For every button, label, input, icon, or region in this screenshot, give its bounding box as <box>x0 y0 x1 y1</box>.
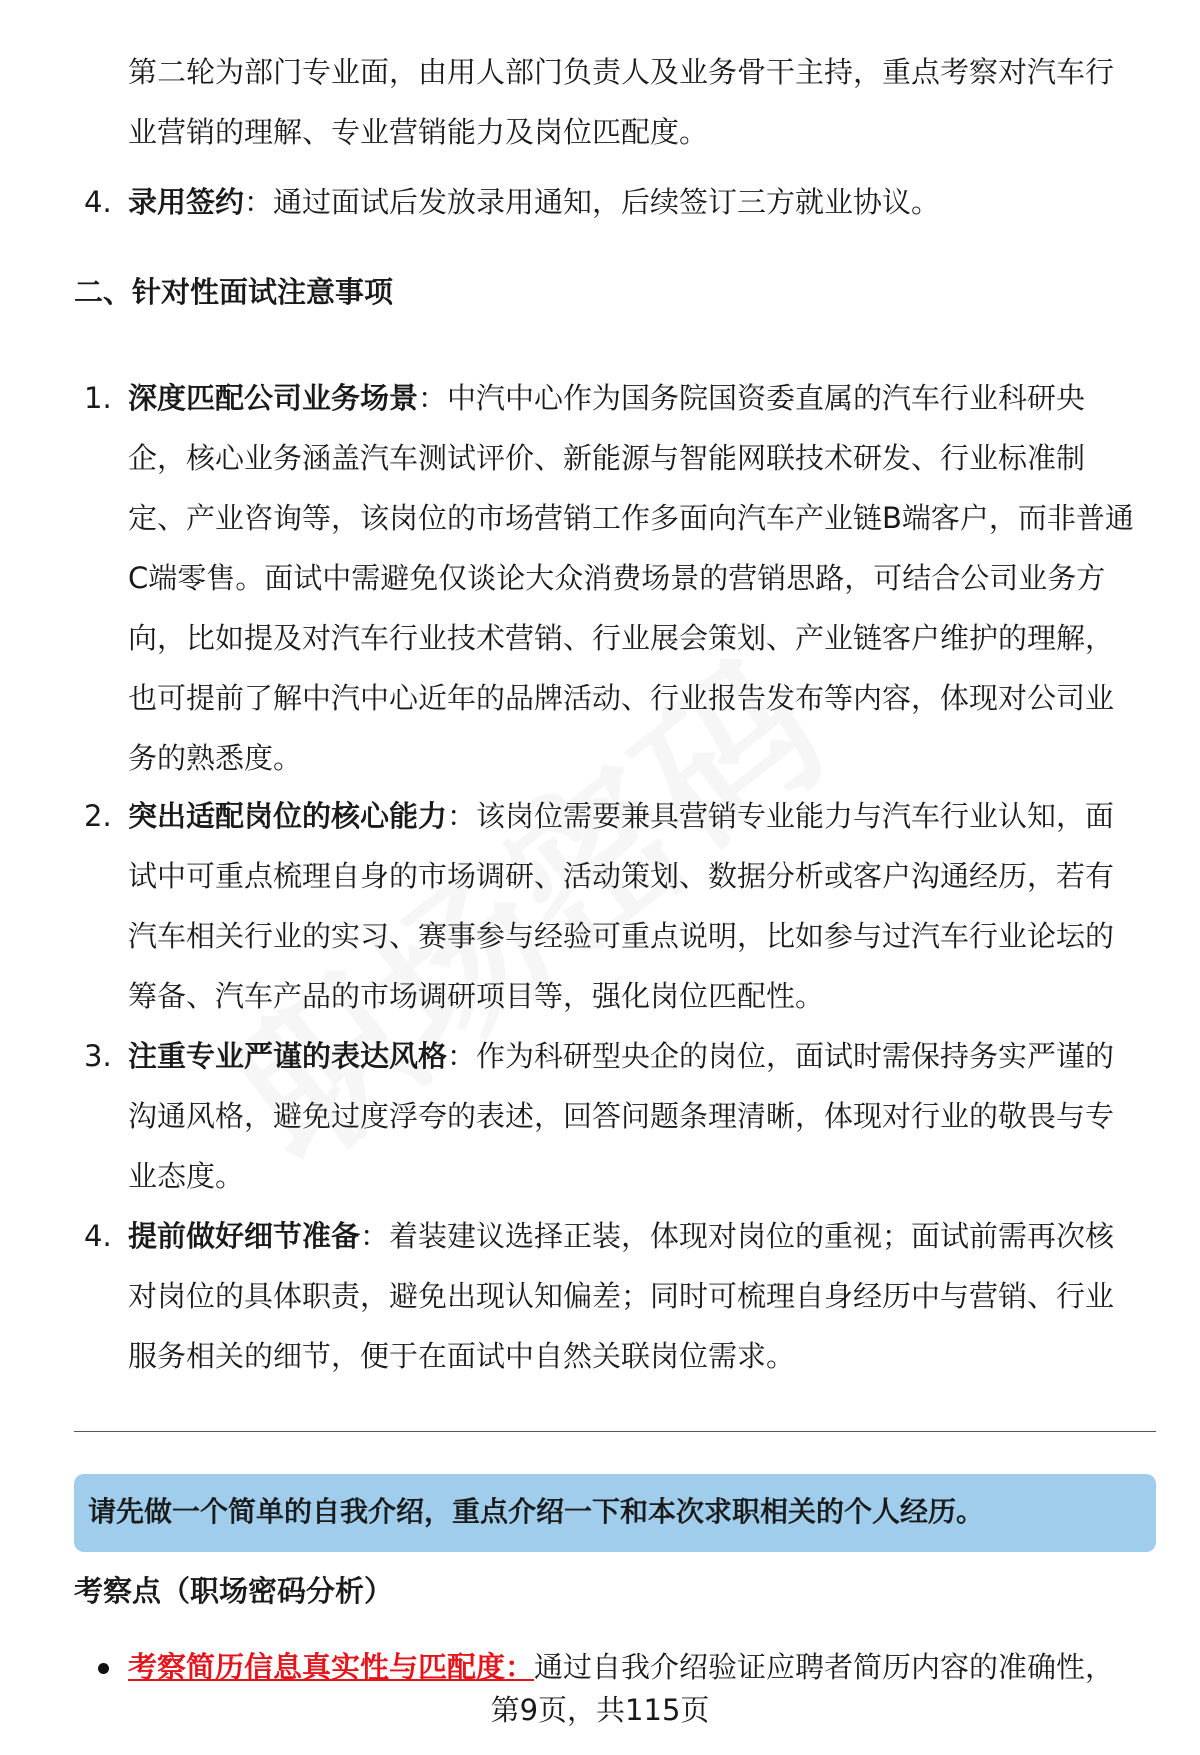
page-footer: 第9页，共115页 <box>490 1693 710 1727</box>
section-heading: 二、针对性面试注意事项 <box>74 275 394 309</box>
item-text: ：中汽中心作为国务院国资委直属的汽车行业科研央企，核心业务涵盖汽车测试评价、新能源与智能网联技术研发、行业标准制定、产业咨询等，该岗位的市场营销工作多面向汽车产业链B端客户，而非普通C端零售。面试中需避免仅谈论大众消费场景的营销思路，可结合公司业务方向，比如提及对汽车行业技术营销、行业展会策划、产业链客户维护的理解，也可提前了解中汽中心近年的品牌活动、行业报告发布等内容，体现对公司业务的熟悉度。 <box>128 381 1134 775</box>
note-item-3 <box>74 1026 1140 1206</box>
process-item-4 <box>74 172 1140 232</box>
note-item-4 <box>74 1206 1140 1386</box>
bullet-icon <box>98 1663 109 1674</box>
divider <box>74 1431 1156 1432</box>
bullet-text: 通过自我介绍验证应聘者简历内容的准确性， <box>534 1650 1115 1684</box>
item-text: ：该岗位需要兼具营销专业能力与汽车行业认知，面试中可重点梳理自身的市场调研、活动策划、数据分析或客户沟通经历，若有汽车相关行业的实习、赛事参与经验可重点说明，比如参与过汽车行业论坛的筹备、汽车产品的市场调研项目等，强化岗位匹配性。 <box>128 799 1115 1013</box>
bullet-lead: 考察简历信息真实性与匹配度： <box>128 1650 535 1684</box>
item-number: 2. <box>84 799 112 833</box>
item-lead: 深度匹配公司业务场景 <box>128 381 419 415</box>
item-number: 4. <box>84 1219 112 1253</box>
item-lead: 突出适配岗位的核心能力 <box>128 799 448 833</box>
note-item-2 <box>74 786 1140 1026</box>
item-text: ：着装建议选择正装，体现对岗位的重视；面试前需再次核对岗位的具体职责，避免出现认知偏差；同时可梳理自身经历中与营销、行业服务相关的细节，便于在面试中自然关联岗位需求。 <box>128 1219 1115 1373</box>
item-lead: 注重专业严谨的表达风格 <box>128 1039 448 1073</box>
item-text: ：作为科研型央企的岗位，面试时需保持务实严谨的沟通风格，避免过度浮夸的表述，回答问题条理清晰，体现对行业的敬畏与专业态度。 <box>128 1039 1115 1193</box>
question-box <box>74 1474 1156 1552</box>
analysis-heading: 考察点（职场密码分析） <box>74 1574 394 1608</box>
question-text: 请先做一个简单的自我介绍，重点介绍一下和本次求职相关的个人经历。 <box>88 1495 985 1528</box>
analysis-bullet <box>98 1640 1158 1694</box>
item-lead: 提前做好细节准备 <box>128 1219 361 1253</box>
note-item-1 <box>74 368 1140 788</box>
intro-paragraph: 第二轮为部门专业面，由用人部门负责人及业务骨干主持，重点考察对汽车行业营销的理解、专业营销能力及岗位匹配度。 <box>128 55 1115 149</box>
item-number: 4. <box>84 185 112 219</box>
item-number: 3. <box>84 1039 112 1073</box>
item-number: 1. <box>84 381 112 415</box>
item-lead: 录用签约 <box>128 185 245 219</box>
item-text: ：通过面试后发放录用通知，后续签订三方就业协议。 <box>244 185 941 219</box>
